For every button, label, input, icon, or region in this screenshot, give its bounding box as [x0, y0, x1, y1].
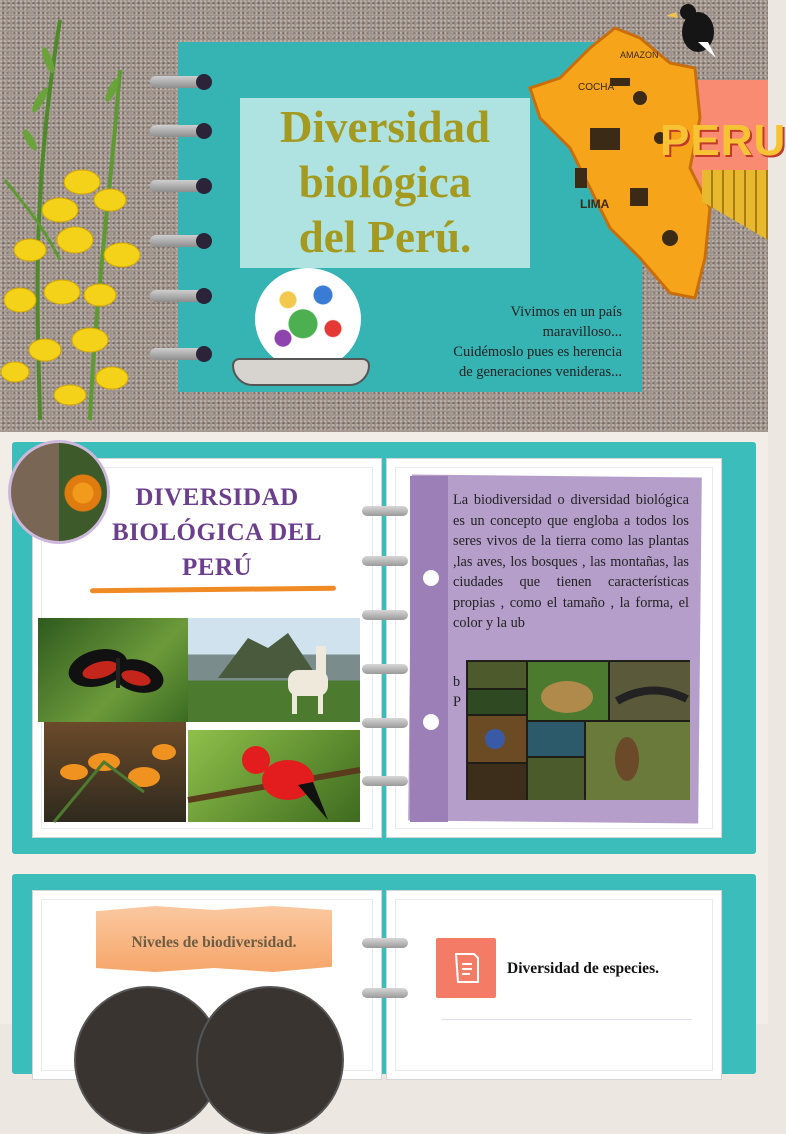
- cover-slide: [0, 0, 786, 432]
- quote-line: Cuidémoslo pues es herencia: [453, 344, 622, 360]
- section-title-line: BIOLÓGICA DEL: [111, 519, 323, 546]
- cover-title-line: Diversidad: [279, 102, 490, 152]
- binder-ring: [150, 235, 206, 247]
- divider: [442, 1019, 692, 1020]
- map-label: COCHA: [578, 82, 615, 93]
- document-icon: [436, 938, 496, 998]
- levels-banner-text: Niveles de biodiversidad.: [131, 934, 297, 951]
- map-label: LIMA: [580, 197, 610, 211]
- map-label: AMAZON: [620, 50, 659, 60]
- ecosystem-photo-circle: [196, 986, 344, 1134]
- butterfly-photo: [38, 618, 188, 722]
- binder-ring: [150, 76, 206, 88]
- section-title-line: PERÚ: [181, 554, 253, 581]
- wildlife-collage-image: [467, 661, 691, 801]
- paragraph-fragment: b: [453, 674, 461, 690]
- section-title-line: DIVERSIDAD: [135, 484, 299, 511]
- paragraph-fragment: P: [453, 694, 461, 710]
- punch-hole: [423, 714, 439, 730]
- wildlife-collage: [466, 660, 690, 800]
- punch-hole: [423, 570, 439, 586]
- info-card-tab: [410, 476, 448, 822]
- hand-icon: [232, 358, 370, 386]
- red-bird-icon: [188, 730, 360, 822]
- orange-orchid-icon: [44, 722, 186, 822]
- yellow-flower-icon: [0, 0, 160, 432]
- orchid-photo: [44, 722, 186, 822]
- binder-ring: [362, 506, 408, 516]
- quote-line: de generaciones venideras...: [458, 364, 622, 380]
- biodiversity-paragraph: La biodiversidad o diversidad biológica es un concepto que engloba a todos los seres vivos de la tierra como las plantas ,las aves, los bosques , las montañas, las ciudades que tienen características propias , como el tamaño , la forma, el color y la ub: [453, 492, 689, 631]
- binder-ring: [150, 180, 206, 192]
- binder-ring: [362, 938, 408, 948]
- cover-title-line: del Perú.: [298, 212, 472, 262]
- quote-line: maravilloso...: [542, 324, 622, 340]
- earth-hand-icon: [255, 268, 361, 370]
- binder-ring: [150, 348, 206, 360]
- quote-line: Vivimos en un país: [510, 304, 622, 320]
- binder-ring: [362, 556, 408, 566]
- cover-quote: [380, 302, 622, 382]
- levels-slide: [0, 864, 768, 1024]
- species-label: Diversidad de especies.: [507, 960, 659, 977]
- cover-title: [240, 100, 530, 265]
- binder-ring: [362, 776, 408, 786]
- peru-word: PERU: [660, 116, 786, 165]
- scroll-icon: [436, 938, 496, 998]
- section-title: [88, 480, 346, 585]
- binder-ring: [362, 988, 408, 998]
- binder-ring: [150, 125, 206, 137]
- intro-slide: [0, 432, 768, 864]
- cover-title-line: biológica: [298, 157, 472, 207]
- binder-ring: [362, 664, 408, 674]
- machu-picchu-photo: [188, 618, 360, 722]
- binder-ring: [150, 290, 206, 302]
- cock-of-the-rock-photo: [188, 730, 360, 822]
- toucan-icon: [668, 2, 724, 60]
- binder-ring: [362, 610, 408, 620]
- llama-icon: [188, 618, 360, 722]
- butterfly-icon: [38, 618, 188, 722]
- binder-ring: [362, 718, 408, 728]
